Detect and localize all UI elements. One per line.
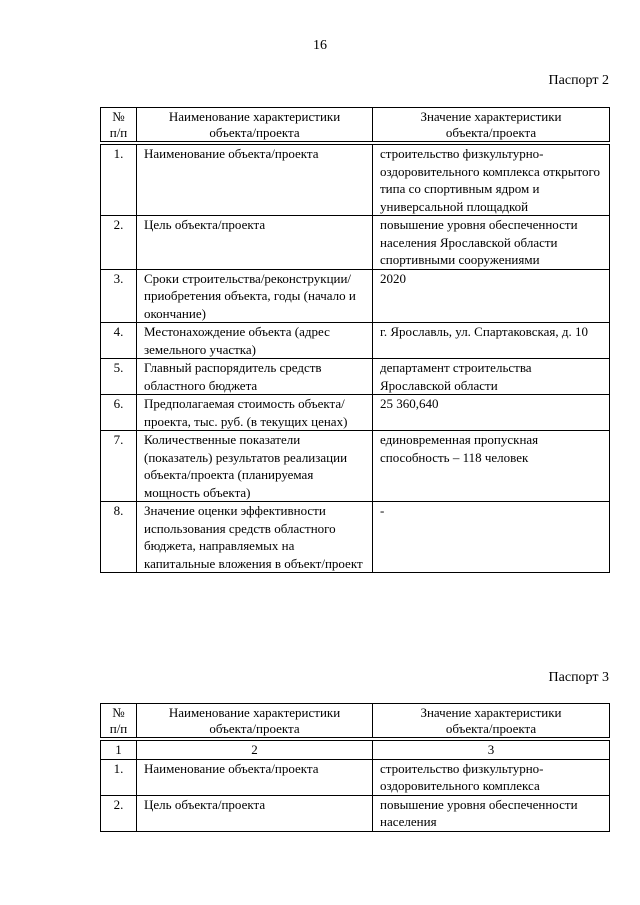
table-row — [101, 323, 610, 359]
row-characteristic-value: единовременная пропускная способность – 118 человек — [373, 431, 610, 502]
header-characteristic-value: Значение характеристики объекта/проекта — [373, 108, 610, 142]
row-characteristic-name: Главный распорядитель средств областного бюджета — [137, 359, 373, 395]
row-characteristic-name: Количественные показатели (показатель) результатов реализации объекта/проекта (планируемая мощность объекта) — [137, 431, 373, 502]
table-row — [101, 431, 610, 502]
row-characteristic-value: - — [373, 502, 610, 573]
row-number: 4. — [101, 323, 137, 359]
row-characteristic-name: Сроки строительства/реконструкции/ приобретения объекта, годы (начало и окончание) — [137, 269, 373, 323]
column-number-3: 3 — [373, 741, 610, 760]
column-number-1: 1 — [101, 741, 137, 760]
passport-3-table — [100, 703, 610, 832]
row-characteristic-name: Местонахождение объекта (адрес земельного участка) — [137, 323, 373, 359]
table-header-row — [101, 704, 610, 738]
header-characteristic-name: Наименование характеристики объекта/проекта — [137, 704, 373, 738]
row-characteristic-name: Предполагаемая стоимость объекта/проекта, тыс. руб. (в текущих ценах) — [137, 395, 373, 431]
header-number: № п/п — [101, 704, 137, 738]
column-numbers-row — [101, 741, 610, 760]
row-characteristic-value: повышение уровня обеспеченности населения Ярославской области спортивными сооружениями — [373, 216, 610, 270]
row-number: 3. — [101, 269, 137, 323]
row-characteristic-value: строительство физкультурно-оздоровительного комплекса — [373, 759, 610, 795]
passport-2-table — [100, 107, 610, 573]
table-row — [101, 795, 610, 831]
row-characteristic-value: 2020 — [373, 269, 610, 323]
row-number: 1. — [101, 759, 137, 795]
table-row — [101, 145, 610, 216]
passport-3-label: Паспорт 3 — [548, 670, 609, 685]
header-characteristic-value: Значение характеристики объекта/проекта — [373, 704, 610, 738]
row-number: 2. — [101, 795, 137, 831]
row-characteristic-name: Наименование объекта/проекта — [137, 145, 373, 216]
table-row — [101, 269, 610, 323]
table-header-row — [101, 108, 610, 142]
row-characteristic-value: г. Ярославль, ул. Спартаковская, д. 10 — [373, 323, 610, 359]
header-number: № п/п — [101, 108, 137, 142]
table-row — [101, 395, 610, 431]
column-number-2: 2 — [137, 741, 373, 760]
row-number: 2. — [101, 216, 137, 270]
header-characteristic-name: Наименование характеристики объекта/проекта — [137, 108, 373, 142]
row-number: 6. — [101, 395, 137, 431]
table-row — [101, 502, 610, 573]
row-characteristic-name: Цель объекта/проекта — [137, 216, 373, 270]
row-characteristic-name: Наименование объекта/проекта — [137, 759, 373, 795]
row-characteristic-name: Цель объекта/проекта — [137, 795, 373, 831]
row-characteristic-value: 25 360,640 — [373, 395, 610, 431]
row-number: 5. — [101, 359, 137, 395]
row-characteristic-value: повышение уровня обеспеченности населения — [373, 795, 610, 831]
table-row — [101, 216, 610, 270]
row-number: 8. — [101, 502, 137, 573]
row-characteristic-name: Значение оценки эффективности использования средств областного бюджета, направляемых на капитальные вложения в объект/проект — [137, 502, 373, 573]
row-characteristic-value: департамент строительства Ярославской области — [373, 359, 610, 395]
row-characteristic-value: строительство физкультурно-оздоровительного комплекса открытого типа со спортивным ядром и универсальной площадкой — [373, 145, 610, 216]
table-row — [101, 359, 610, 395]
passport-2-label: Паспорт 2 — [548, 73, 609, 88]
row-number: 7. — [101, 431, 137, 502]
row-number: 1. — [101, 145, 137, 216]
table-row — [101, 759, 610, 795]
page-number: 16 — [313, 38, 327, 53]
